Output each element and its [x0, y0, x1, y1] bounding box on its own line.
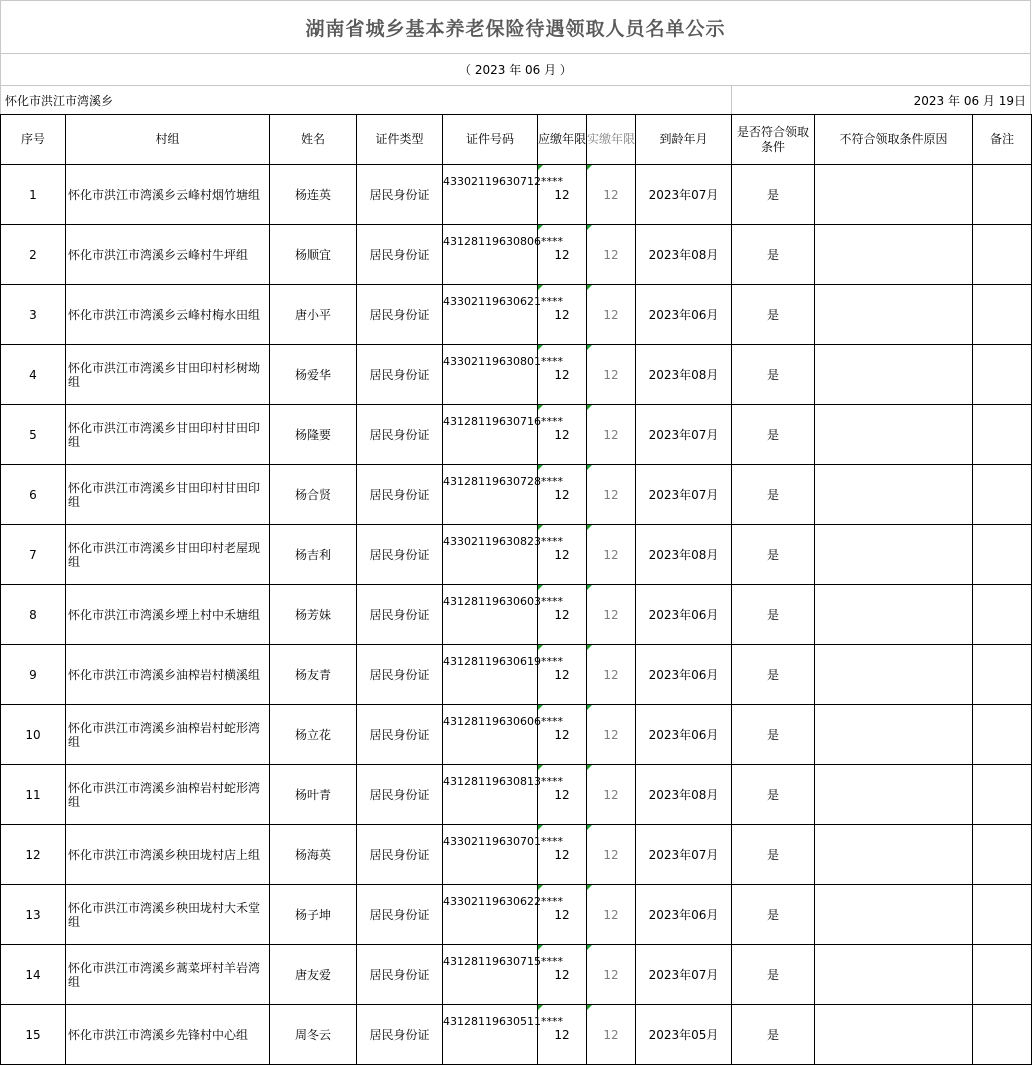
cell-required-years: 12 [538, 225, 587, 285]
cell-id-no: 43128119630606**** [443, 705, 538, 765]
cell-due-month: 2023年07月 [636, 165, 732, 225]
cell-required-years: 12 [538, 165, 587, 225]
cell-actual-years: 12 [587, 525, 636, 585]
cell-seq: 8 [1, 585, 66, 645]
cell-note [973, 225, 1032, 285]
cell-reason [815, 165, 973, 225]
cell-id-no: 43302119630801**** [443, 345, 538, 405]
cell-seq: 14 [1, 945, 66, 1005]
cell-id-no: 43128119630715**** [443, 945, 538, 1005]
cell-reason [815, 765, 973, 825]
cell-id-no: 43302119630701**** [443, 825, 538, 885]
cell-reason [815, 285, 973, 345]
table-row [1, 885, 1032, 945]
header-eligible: 是否符合领取条件 [732, 115, 815, 165]
header-row [1, 115, 1032, 165]
header-seq: 序号 [1, 115, 66, 165]
cell-seq: 7 [1, 525, 66, 585]
cell-seq: 11 [1, 765, 66, 825]
table-row [1, 345, 1032, 405]
cell-id-type: 居民身份证 [357, 225, 443, 285]
cell-actual-years: 12 [587, 885, 636, 945]
cell-note [973, 885, 1032, 945]
cell-eligible: 是 [732, 225, 815, 285]
cell-reason [815, 525, 973, 585]
cell-required-years: 12 [538, 945, 587, 1005]
cell-due-month: 2023年06月 [636, 885, 732, 945]
table-row [1, 1005, 1032, 1065]
cell-seq: 5 [1, 405, 66, 465]
cell-id-type: 居民身份证 [357, 825, 443, 885]
cell-actual-years: 12 [587, 645, 636, 705]
cell-note [973, 405, 1032, 465]
cell-due-month: 2023年07月 [636, 405, 732, 465]
sheet-title: 湖南省城乡基本养老保险待遇领取人员名单公示 [0, 0, 1031, 54]
cell-village: 怀化市洪江市湾溪乡油榨岩村蛇形湾组 [66, 765, 270, 825]
cell-eligible: 是 [732, 165, 815, 225]
cell-eligible: 是 [732, 585, 815, 645]
cell-due-month: 2023年05月 [636, 1005, 732, 1065]
cell-actual-years: 12 [587, 405, 636, 465]
cell-required-years: 12 [538, 465, 587, 525]
cell-actual-years: 12 [587, 825, 636, 885]
period-label: （ 2023 年 06 月 ） [0, 54, 1031, 86]
cell-eligible: 是 [732, 645, 815, 705]
cell-actual-years: 12 [587, 285, 636, 345]
cell-village: 怀化市洪江市湾溪乡甘田印村甘田印组 [66, 465, 270, 525]
cell-reason [815, 465, 973, 525]
cell-village: 怀化市洪江市湾溪乡云峰村牛坪组 [66, 225, 270, 285]
cell-required-years: 12 [538, 1005, 587, 1065]
cell-id-no: 43128119630806**** [443, 225, 538, 285]
cell-village: 怀化市洪江市湾溪乡油榨岩村横溪组 [66, 645, 270, 705]
cell-eligible: 是 [732, 285, 815, 345]
cell-village: 怀化市洪江市湾溪乡甘田印村甘田印组 [66, 405, 270, 465]
cell-note [973, 525, 1032, 585]
cell-id-type: 居民身份证 [357, 345, 443, 405]
cell-village: 怀化市洪江市湾溪乡秧田垅村大禾堂组 [66, 885, 270, 945]
cell-id-type: 居民身份证 [357, 285, 443, 345]
cell-seq: 9 [1, 645, 66, 705]
cell-note [973, 1005, 1032, 1065]
cell-name: 周冬云 [270, 1005, 357, 1065]
cell-actual-years: 12 [587, 945, 636, 1005]
table-row [1, 225, 1032, 285]
cell-village: 怀化市洪江市湾溪乡蒿菜坪村羊岩湾组 [66, 945, 270, 1005]
cell-reason [815, 405, 973, 465]
cell-reason [815, 885, 973, 945]
table-row [1, 285, 1032, 345]
cell-name: 杨芳妹 [270, 585, 357, 645]
pension-recipients-table [0, 114, 1032, 1065]
cell-required-years: 12 [538, 825, 587, 885]
cell-id-type: 居民身份证 [357, 885, 443, 945]
cell-due-month: 2023年08月 [636, 225, 732, 285]
cell-id-type: 居民身份证 [357, 405, 443, 465]
cell-due-month: 2023年08月 [636, 525, 732, 585]
cell-id-no: 43302119630823**** [443, 525, 538, 585]
cell-name: 唐小平 [270, 285, 357, 345]
cell-eligible: 是 [732, 345, 815, 405]
cell-seq: 4 [1, 345, 66, 405]
header-reason: 不符合领取条件原因 [815, 115, 973, 165]
cell-reason [815, 1005, 973, 1065]
cell-due-month: 2023年07月 [636, 945, 732, 1005]
cell-reason [815, 645, 973, 705]
cell-eligible: 是 [732, 765, 815, 825]
cell-village: 怀化市洪江市湾溪乡秧田垅村店上组 [66, 825, 270, 885]
cell-note [973, 705, 1032, 765]
cell-eligible: 是 [732, 945, 815, 1005]
cell-actual-years: 12 [587, 345, 636, 405]
cell-note [973, 465, 1032, 525]
cell-due-month: 2023年07月 [636, 825, 732, 885]
cell-eligible: 是 [732, 525, 815, 585]
cell-id-type: 居民身份证 [357, 525, 443, 585]
cell-village: 怀化市洪江市湾溪乡云峰村梅水田组 [66, 285, 270, 345]
cell-name: 唐友爱 [270, 945, 357, 1005]
header-village: 村组 [66, 115, 270, 165]
cell-note [973, 825, 1032, 885]
table-row [1, 165, 1032, 225]
cell-id-type: 居民身份证 [357, 705, 443, 765]
cell-due-month: 2023年07月 [636, 465, 732, 525]
cell-id-type: 居民身份证 [357, 1005, 443, 1065]
cell-village: 怀化市洪江市湾溪乡先锋村中心组 [66, 1005, 270, 1065]
cell-seq: 13 [1, 885, 66, 945]
table-row [1, 825, 1032, 885]
cell-id-no: 43128119630716**** [443, 405, 538, 465]
table-row [1, 705, 1032, 765]
cell-id-no: 43128119630619**** [443, 645, 538, 705]
cell-reason [815, 225, 973, 285]
cell-note [973, 285, 1032, 345]
cell-note [973, 945, 1032, 1005]
cell-name: 杨顺宜 [270, 225, 357, 285]
cell-seq: 12 [1, 825, 66, 885]
cell-village: 怀化市洪江市湾溪乡云峰村烟竹塘组 [66, 165, 270, 225]
date-label: 2023 年 06 月 19日 [731, 86, 1031, 114]
cell-required-years: 12 [538, 645, 587, 705]
cell-due-month: 2023年06月 [636, 585, 732, 645]
header-required-years: 应缴年限 [538, 115, 587, 165]
cell-reason [815, 945, 973, 1005]
cell-note [973, 765, 1032, 825]
cell-id-type: 居民身份证 [357, 645, 443, 705]
area-label: 怀化市洪江市湾溪乡 [0, 86, 731, 114]
table-row [1, 945, 1032, 1005]
cell-required-years: 12 [538, 585, 587, 645]
cell-note [973, 345, 1032, 405]
table-row [1, 585, 1032, 645]
cell-actual-years: 12 [587, 705, 636, 765]
cell-id-no: 43128119630813**** [443, 765, 538, 825]
header-name: 姓名 [270, 115, 357, 165]
cell-required-years: 12 [538, 885, 587, 945]
cell-id-type: 居民身份证 [357, 165, 443, 225]
cell-seq: 10 [1, 705, 66, 765]
cell-name: 杨连英 [270, 165, 357, 225]
cell-seq: 3 [1, 285, 66, 345]
cell-id-type: 居民身份证 [357, 465, 443, 525]
cell-required-years: 12 [538, 405, 587, 465]
cell-name: 杨爱华 [270, 345, 357, 405]
cell-name: 杨友青 [270, 645, 357, 705]
table-row [1, 765, 1032, 825]
cell-seq: 1 [1, 165, 66, 225]
cell-eligible: 是 [732, 465, 815, 525]
header-note: 备注 [973, 115, 1032, 165]
cell-id-no: 43128119630603**** [443, 585, 538, 645]
header-id-no: 证件号码 [443, 115, 538, 165]
cell-name: 杨合贤 [270, 465, 357, 525]
cell-due-month: 2023年08月 [636, 765, 732, 825]
cell-actual-years: 12 [587, 765, 636, 825]
cell-eligible: 是 [732, 1005, 815, 1065]
cell-id-no: 43302119630712**** [443, 165, 538, 225]
cell-eligible: 是 [732, 405, 815, 465]
cell-name: 杨子坤 [270, 885, 357, 945]
cell-eligible: 是 [732, 825, 815, 885]
cell-id-no: 43302119630621**** [443, 285, 538, 345]
table-row [1, 525, 1032, 585]
cell-id-type: 居民身份证 [357, 585, 443, 645]
cell-seq: 2 [1, 225, 66, 285]
cell-id-no: 43128119630511**** [443, 1005, 538, 1065]
cell-reason [815, 345, 973, 405]
header-id-type: 证件类型 [357, 115, 443, 165]
cell-required-years: 12 [538, 525, 587, 585]
cell-village: 怀化市洪江市湾溪乡甘田印村老屋现组 [66, 525, 270, 585]
cell-required-years: 12 [538, 705, 587, 765]
cell-id-no: 43302119630622**** [443, 885, 538, 945]
cell-village: 怀化市洪江市湾溪乡油榨岩村蛇形湾组 [66, 705, 270, 765]
cell-required-years: 12 [538, 345, 587, 405]
cell-name: 杨吉利 [270, 525, 357, 585]
header-actual-years: 实缴年限 [587, 115, 636, 165]
cell-seq: 15 [1, 1005, 66, 1065]
cell-actual-years: 12 [587, 165, 636, 225]
cell-name: 杨立花 [270, 705, 357, 765]
cell-due-month: 2023年06月 [636, 645, 732, 705]
table-row [1, 405, 1032, 465]
cell-due-month: 2023年06月 [636, 285, 732, 345]
cell-note [973, 645, 1032, 705]
cell-required-years: 12 [538, 765, 587, 825]
cell-seq: 6 [1, 465, 66, 525]
cell-actual-years: 12 [587, 465, 636, 525]
cell-reason [815, 585, 973, 645]
cell-village: 怀化市洪江市湾溪乡甘田印村杉树坳组 [66, 345, 270, 405]
cell-actual-years: 12 [587, 1005, 636, 1065]
cell-id-type: 居民身份证 [357, 945, 443, 1005]
cell-eligible: 是 [732, 885, 815, 945]
cell-reason [815, 825, 973, 885]
cell-id-no: 43128119630728**** [443, 465, 538, 525]
table-row [1, 465, 1032, 525]
table-row [1, 645, 1032, 705]
cell-note [973, 165, 1032, 225]
cell-due-month: 2023年08月 [636, 345, 732, 405]
cell-due-month: 2023年06月 [636, 705, 732, 765]
header-due-month: 到龄年月 [636, 115, 732, 165]
cell-reason [815, 705, 973, 765]
cell-required-years: 12 [538, 285, 587, 345]
cell-note [973, 585, 1032, 645]
cell-id-type: 居民身份证 [357, 765, 443, 825]
cell-actual-years: 12 [587, 225, 636, 285]
cell-name: 杨叶青 [270, 765, 357, 825]
cell-eligible: 是 [732, 705, 815, 765]
cell-actual-years: 12 [587, 585, 636, 645]
cell-name: 杨海英 [270, 825, 357, 885]
cell-name: 杨隆要 [270, 405, 357, 465]
cell-village: 怀化市洪江市湾溪乡堙上村中禾塘组 [66, 585, 270, 645]
